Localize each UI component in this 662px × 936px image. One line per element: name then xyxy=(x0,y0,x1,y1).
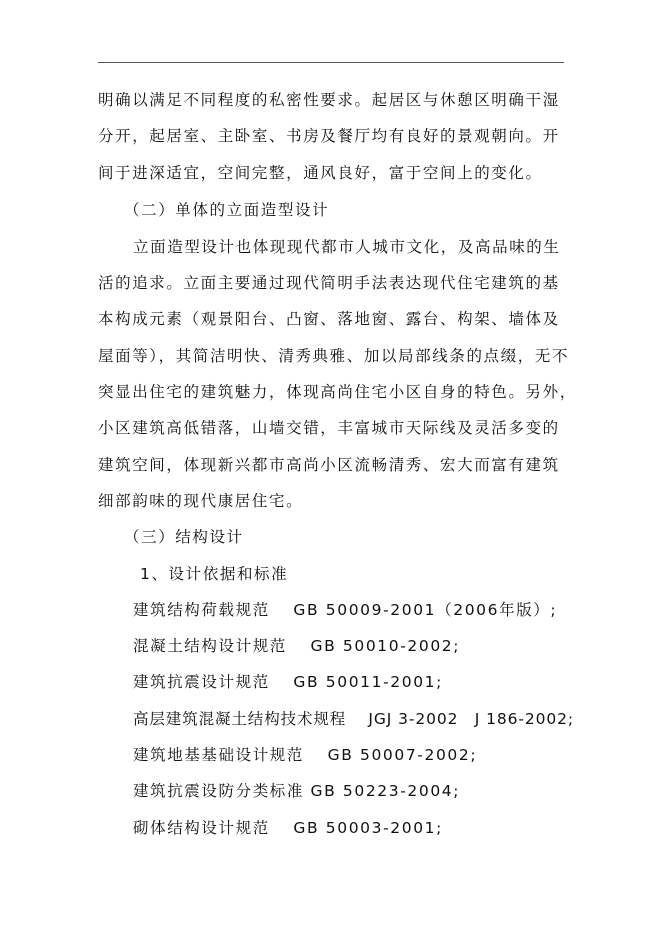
paragraph-line-9: 突显出住宅的建筑魅力，体现高尚住宅小区自身的特色。另外， xyxy=(98,383,577,401)
paragraph-line-5: 立面造型设计也体现现代都市人城市文化，及高品味的生 xyxy=(133,238,561,256)
paragraph-line-6: 活的追求。立面主要通过现代简明手法表达现代住宅建筑的基 xyxy=(98,274,560,292)
standard-item-3: 建筑抗震设计规范 GB 50011-2001; xyxy=(133,673,443,691)
section-heading-3: （三）结构设计 xyxy=(124,528,244,546)
paragraph-line-2: 分开，起居室、主卧室、书房及餐厅均有良好的景观朝向。开 xyxy=(98,127,560,145)
standard-item-6: 建筑抗震设防分类标准 GB 50223-2004; xyxy=(133,782,461,800)
header-rule xyxy=(98,62,564,63)
standard-item-1: 建筑结构荷载规范 GB 50009-2001（2006年版）; xyxy=(133,601,558,619)
standard-item-5: 建筑地基基础设计规范 GB 50007-2002; xyxy=(133,746,478,764)
paragraph-line-1: 明确以满足不同程度的私密性要求。起居区与休憩区明确干湿 xyxy=(98,91,560,109)
paragraph-line-3: 间于进深适宜，空间完整，通风良好，富于空间上的变化。 xyxy=(98,164,543,182)
standard-item-7: 砌体结构设计规范 GB 50003-2001; xyxy=(133,819,443,837)
standard-item-4: 高层建筑混凝土结构技术规程 JGJ 3-2002 J 186-2002; xyxy=(133,710,575,728)
standard-item-2: 混凝土结构设计规范 GB 50010-2002; xyxy=(133,637,461,655)
paragraph-line-8: 屋面等），其简洁明快、清秀典雅、加以局部线条的点缀，无不 xyxy=(98,347,570,365)
paragraph-line-10: 小区建筑高低错落，山墙交错，丰富城市天际线及灵活多变的 xyxy=(98,419,560,437)
paragraph-line-7: 本构成元素（观景阳台、凸窗、落地窗、露台、构架、墙体及 xyxy=(98,310,560,328)
section-heading-2: （二）单体的立面造型设计 xyxy=(124,201,330,219)
subsection-heading-1: 1、设计依据和标准 xyxy=(140,565,289,583)
paragraph-line-11: 建筑空间，体现新兴都市高尚小区流畅清秀、宏大而富有建筑 xyxy=(98,456,560,474)
paragraph-line-12: 细部韵味的现代康居住宅。 xyxy=(98,492,304,510)
